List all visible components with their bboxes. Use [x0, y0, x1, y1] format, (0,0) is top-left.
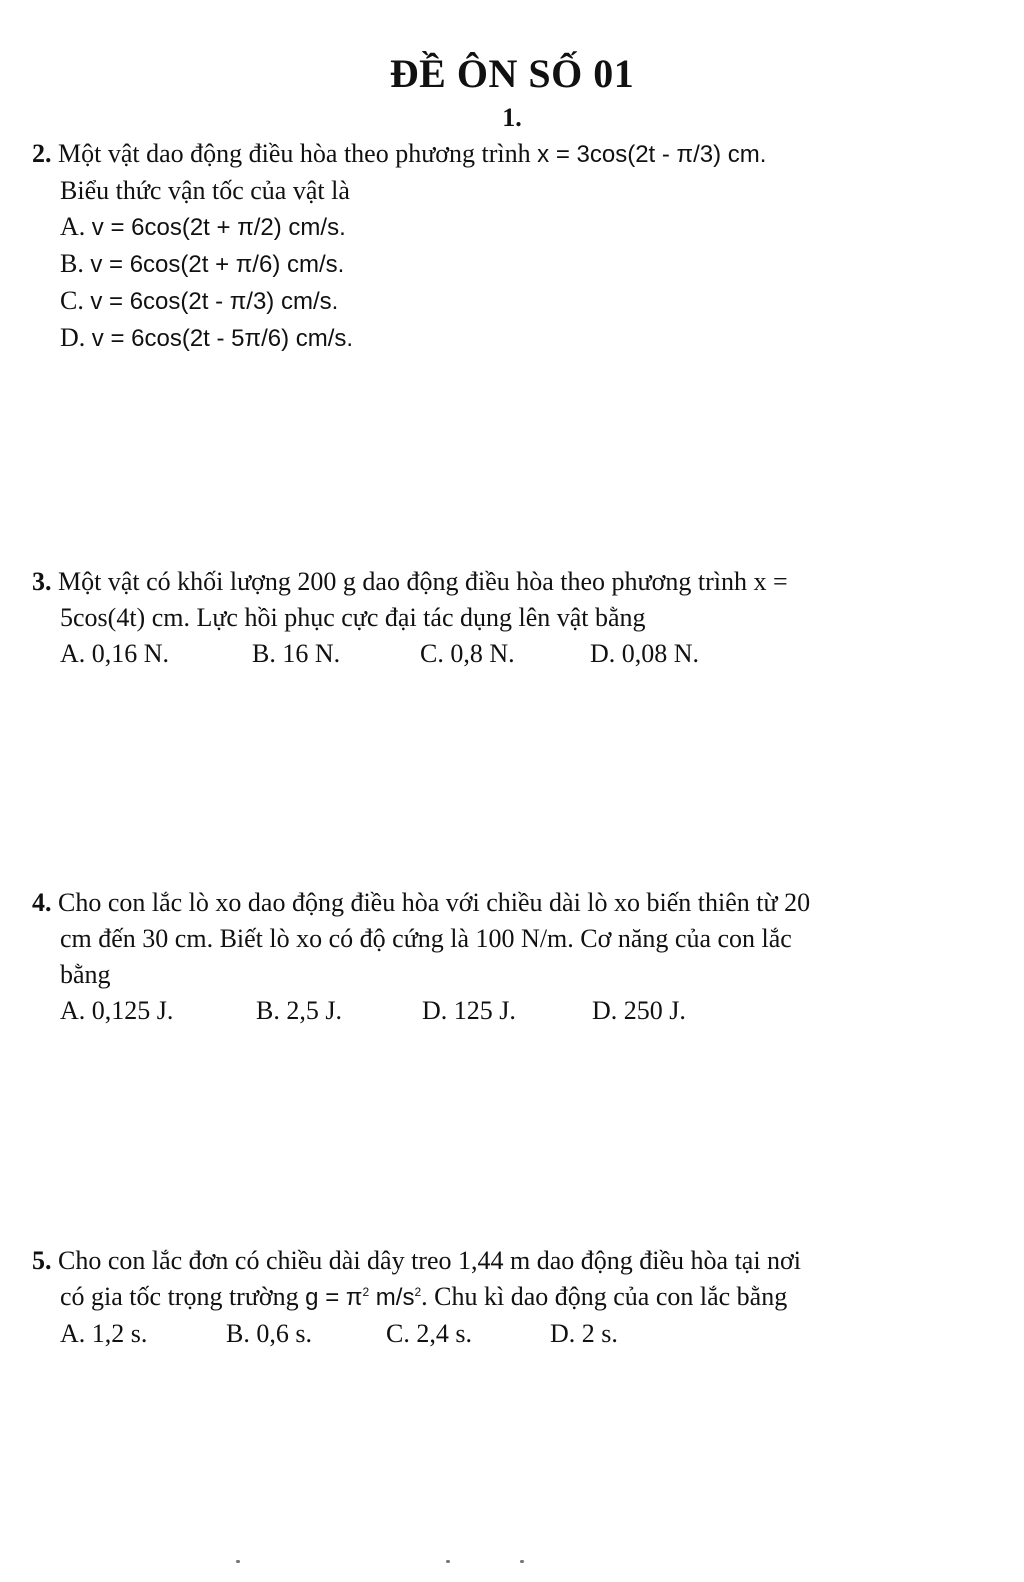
cutoff-mark	[446, 1560, 450, 1563]
option-text: 1,2 s.	[91, 1319, 148, 1348]
option-label: B.	[226, 1319, 250, 1348]
question-2-formula: x = 3cos(2t - π/3) cm.	[537, 141, 767, 168]
question-3-stem-line-2: 5cos(4t) cm. Lực hồi phục cực đại tác dụng lên vật bằng	[60, 603, 646, 632]
unit-text: m/s	[375, 1284, 415, 1311]
option-text: 2,5 J.	[286, 996, 342, 1025]
option-text: 0,08 N.	[621, 639, 700, 668]
option-text: v = 6cos(2t + π/6) cm/s.	[90, 251, 345, 278]
option-label: D.	[422, 996, 448, 1025]
question-number: 5.	[32, 1246, 52, 1275]
option-label: C.	[60, 286, 84, 315]
question-number: 3.	[32, 567, 52, 596]
option-label: B.	[60, 249, 84, 278]
option-c	[422, 993, 516, 1029]
question-number: 2.	[32, 139, 52, 168]
option-text: 0,125 J.	[91, 996, 174, 1025]
option-c	[386, 1316, 472, 1352]
option-label: B.	[252, 639, 276, 668]
option-b	[226, 1316, 312, 1352]
option-text: v = 6cos(2t - π/3) cm/s.	[90, 288, 339, 315]
option-d	[550, 1316, 618, 1352]
option-b	[252, 636, 340, 672]
option-text: v = 6cos(2t - 5π/6) cm/s.	[91, 325, 354, 352]
option-b	[256, 993, 342, 1029]
question-number: 4.	[32, 888, 52, 917]
option-text: 16 N.	[282, 639, 341, 668]
question-5-stem-line-2	[32, 1279, 957, 1316]
option-label: A.	[60, 996, 86, 1025]
option-text: 0,8 N.	[450, 639, 515, 668]
option-d	[592, 993, 686, 1029]
question-3-options	[32, 636, 957, 672]
formula-text: g = π	[305, 1284, 363, 1311]
question-3-stem-line-1	[32, 564, 957, 600]
question-5	[32, 1243, 957, 1352]
option-text: 2 s.	[581, 1319, 618, 1348]
option-d	[32, 320, 957, 357]
option-label: D.	[592, 996, 618, 1025]
option-label: B.	[256, 996, 280, 1025]
option-text: 0,16 N.	[91, 639, 170, 668]
exponent: 2	[414, 1285, 422, 1299]
exponent: 2	[362, 1285, 370, 1299]
stem-text: . Chu kì dao động của con lắc bằng	[421, 1282, 788, 1311]
option-text: v = 6cos(2t + π/2) cm/s.	[91, 214, 346, 241]
question-4-stem-line-3: bằng	[60, 960, 111, 989]
option-text: 125 J.	[453, 996, 516, 1025]
option-c	[420, 636, 515, 672]
option-label: C.	[420, 639, 444, 668]
question-4-options	[32, 993, 957, 1029]
question-4	[32, 885, 957, 1029]
option-label: D.	[550, 1319, 576, 1348]
question-4-stem-text: Cho con lắc lò xo dao động điều hòa với chiều dài lò xo biến thiên từ 20	[58, 888, 811, 917]
option-a	[60, 993, 173, 1029]
cutoff-mark	[520, 1560, 524, 1563]
option-label: D.	[60, 323, 86, 352]
question-5-stem-text: Cho con lắc đơn có chiều dài dây treo 1,44 m dao động điều hòa tại nơi	[58, 1246, 802, 1275]
cutoff-mark	[236, 1560, 240, 1563]
option-a	[60, 636, 169, 672]
option-a	[32, 209, 957, 246]
option-a	[60, 1316, 147, 1352]
section-number: 1.	[502, 103, 522, 132]
option-label: D.	[590, 639, 616, 668]
page-title: ĐỀ ÔN SỐ 01	[389, 51, 635, 96]
option-label: A.	[60, 1319, 86, 1348]
question-2	[32, 136, 957, 357]
gravity-formula	[305, 1284, 421, 1311]
question-2-stem-line-1	[32, 136, 957, 173]
question-5-options	[32, 1316, 957, 1352]
question-2-stem-line-2: Biểu thức vận tốc của vật là	[60, 176, 350, 205]
option-label: A.	[60, 212, 86, 241]
question-3	[32, 564, 957, 672]
stem-text: có gia tốc trọng trường	[60, 1282, 299, 1311]
question-2-stem-text: Một vật dao động điều hòa theo phương trình	[58, 139, 531, 168]
option-b	[32, 246, 957, 283]
option-text: 0,6 s.	[256, 1319, 312, 1348]
question-3-stem-text: Một vật có khối lượng 200 g dao động điều hòa theo phương trình x =	[58, 567, 788, 596]
option-text: 2,4 s.	[416, 1319, 472, 1348]
option-c	[32, 283, 957, 320]
option-d	[590, 636, 699, 672]
option-text: 250 J.	[623, 996, 686, 1025]
option-label: A.	[60, 639, 86, 668]
option-label: C.	[386, 1319, 410, 1348]
question-4-stem-line-1	[32, 885, 957, 921]
question-4-stem-line-2: cm đến 30 cm. Biết lò xo có độ cứng là 100 N/m. Cơ năng của con lắc	[60, 924, 792, 953]
question-5-stem-line-1	[32, 1243, 957, 1279]
